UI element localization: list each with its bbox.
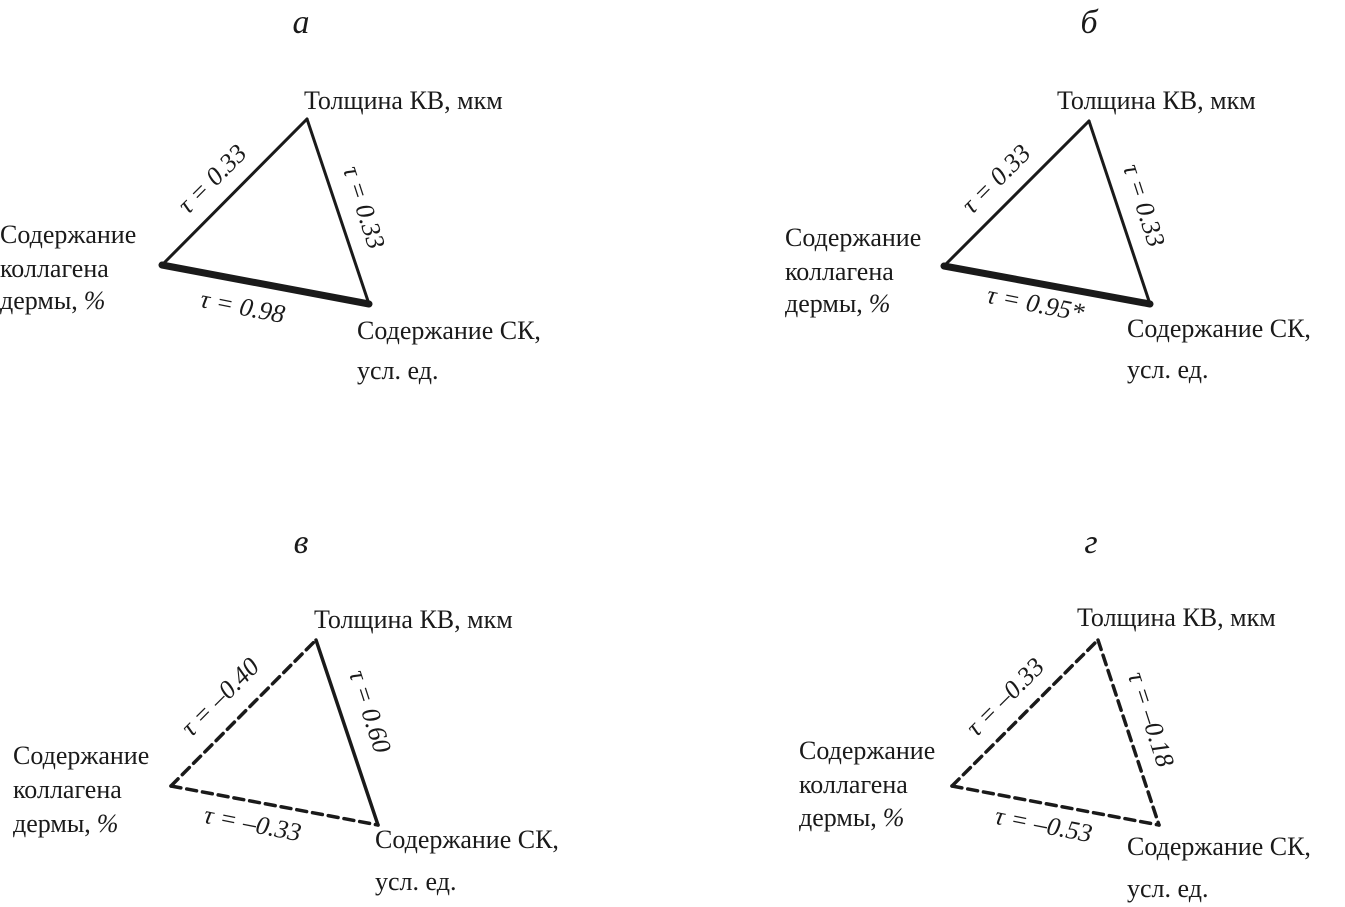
edge-label-top-right: τ = 0.33 [1117,160,1172,251]
panel-title: в [293,524,309,561]
node-right-label: Содержание СК, усл. ед. [375,825,559,896]
edge-label-left-top: τ = 0.33 [171,138,253,220]
panel-g [799,524,1317,903]
node-right-label: Содержание СК, усл. ед. [357,316,541,385]
node-left-label: Содержание коллагена дермы, % [785,223,922,318]
edge-label-left-top: τ = –0.33 [959,651,1051,743]
edge-label-top-right: τ = –0.18 [1122,668,1181,771]
edge-label-left-right: τ = –0.33 [201,800,304,848]
node-right-label: Содержание СК, усл. ед. [1127,314,1311,384]
edge-label-left-top: τ = –0.40 [174,651,266,743]
edge-label-left-right: τ = 0.95* [984,280,1087,328]
panel-v [13,524,565,896]
node-top-label: Толщина КВ, мкм [1057,86,1256,115]
node-top-label: Толщина КВ, мкм [304,86,503,115]
node-top-label: Толщина КВ, мкм [314,605,513,634]
edge-label-left-right: τ = 0.98 [197,284,288,330]
node-top-label: Толщина КВ, мкм [1077,603,1276,632]
panel-b [785,4,1317,384]
panel-title: б [1080,4,1098,41]
panel-a [0,4,547,385]
edge-label-top-right: τ = 0.33 [337,162,392,253]
node-left-label: Содержание коллагена дермы, % [799,736,936,832]
panel-title: а [292,4,310,41]
node-right-label: Содержание СК, усл. ед. [1127,832,1311,903]
panel-title: г [1084,524,1098,561]
edge-label-top-right: τ = 0.60 [343,666,398,757]
edge-label-left-right: τ = –0.53 [992,801,1095,849]
node-left-label: Содержание коллагена дермы, % [13,741,150,838]
node-left-label: Содержание коллагена дермы, % [0,220,137,315]
edge-label-left-top: τ = 0.33 [955,138,1037,220]
